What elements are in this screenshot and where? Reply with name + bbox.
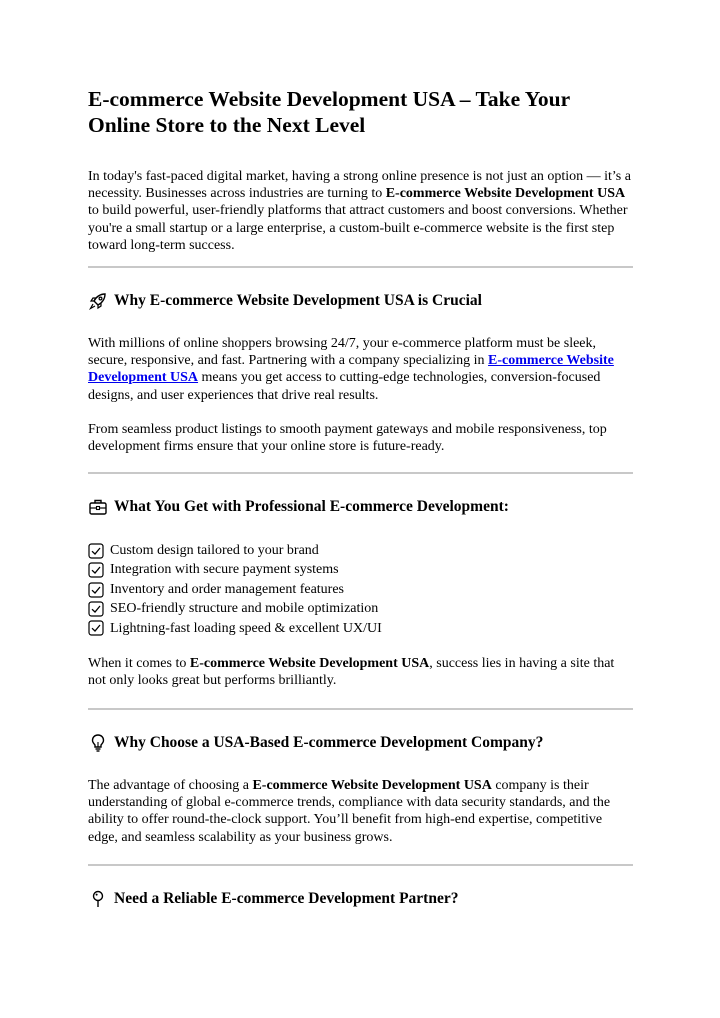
checkbox-icon	[88, 543, 104, 559]
section-why-crucial	[88, 266, 633, 472]
list-item	[88, 541, 633, 560]
section2-paragraph	[88, 655, 633, 689]
section-need-partner	[88, 864, 633, 933]
document-page	[88, 86, 633, 907]
section-heading-what-you-get	[88, 497, 633, 517]
section2-bold-keyword: E-commerce Website Development USA	[189, 656, 430, 672]
section-heading-why-crucial	[88, 291, 633, 311]
list-item-text: Integration with secure payment systems	[110, 562, 339, 578]
section1-text-2: means you get access to cutting-edge technologies, conversion-focused designs, and user experiences that drive real results.	[88, 370, 601, 403]
section1-text-1: With millions of online shoppers browsing 24/7, your e-commerce platform must be sleek, secure, responsive, and fast. Partnering with a company specializing in	[88, 336, 597, 369]
checkbox-icon	[88, 620, 104, 636]
intro-bold-keyword: E-commerce Website Development USA	[385, 186, 626, 202]
section3-text-1: The advantage of choosing a	[88, 778, 253, 793]
checkbox-icon	[88, 582, 104, 598]
section1-paragraph-2: From seamless product listings to smooth payment gateways and mobile responsiveness, top development firms ensure that your online store is future-ready.	[88, 421, 607, 455]
intro-text-2: to build powerful, user-friendly platforms that attract customers and boost conversions. Whether you're a small startup or a large enterprise, a custom-built e-commerce website is the first step toward long-term success.	[88, 203, 628, 253]
list-item-text: SEO-friendly structure and mobile optimization	[110, 601, 379, 617]
list-item	[88, 599, 633, 618]
checkbox-icon	[88, 562, 104, 578]
lightbulb-icon	[88, 733, 108, 753]
intro-paragraph	[88, 168, 633, 254]
checkbox-icon	[88, 601, 104, 617]
section-why-usa	[88, 708, 633, 863]
ecommerce-link[interactable]: E-commerce Website Development USA	[88, 353, 614, 386]
list-item	[88, 619, 633, 638]
section-what-you-get	[88, 472, 633, 706]
section3-text-2: company is their understanding of global e-commerce trends, compliance with data security standards, and the ability to offer round-the-clock support. You’ll benefit from high-end expertise, competitive edge, and seamless scalability as your business grows.	[88, 778, 611, 845]
section-heading-text: Why E-commerce Website Development USA is Crucial	[114, 292, 482, 309]
section-heading-why-usa	[88, 733, 633, 753]
section-heading-text: What You Get with Professional E-commerce Development:	[114, 498, 509, 515]
list-item	[88, 580, 633, 599]
section2-text-1: When it comes to	[88, 656, 190, 672]
page-title: E-commerce Website Development USA – Take Your Online Store to the Next Level	[88, 87, 570, 137]
list-item-text: Lightning-fast loading speed & excellent UX/UI	[110, 620, 382, 636]
section3-bold-keyword: E-commerce Website Development USA	[252, 778, 492, 793]
section1-paragraph-1	[88, 335, 633, 404]
briefcase-icon	[88, 497, 108, 517]
pin-icon	[88, 889, 108, 909]
section-heading-text: Why Choose a USA-Based E-commerce Development Company?	[114, 734, 544, 751]
section-heading-need-partner	[88, 889, 633, 909]
list-item	[88, 560, 633, 579]
list-item-text: Custom design tailored to your brand	[110, 543, 319, 558]
section2-text-2: , success lies in having a site that not only looks great but performs brilliantly.	[88, 656, 615, 689]
section3-paragraph	[88, 777, 633, 846]
list-item-text: Inventory and order management features	[110, 581, 345, 597]
rocket-icon	[88, 291, 108, 311]
section-heading-text: Need a Reliable E-commerce Development Partner?	[114, 890, 459, 907]
feature-list	[88, 541, 633, 638]
intro-text-1: In today's fast-paced digital market, having a strong online presence is not just an option — it’s a necessity. Businesses across industries are turning to	[88, 169, 631, 202]
